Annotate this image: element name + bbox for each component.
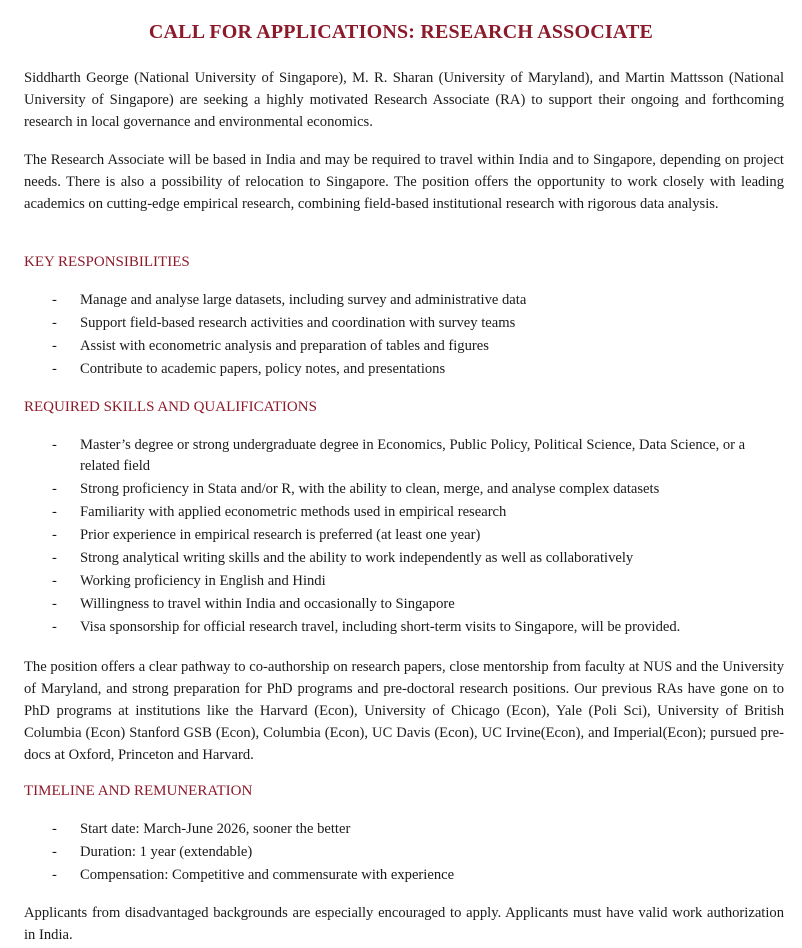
bullet-dash: - (52, 292, 57, 308)
skills-list (0, 435, 780, 640)
timeline-heading: TIMELINE AND REMUNERATION (24, 783, 253, 799)
bullet-dash: - (52, 504, 57, 520)
list-item: - Assist with econometric analysis and preparation of tables and figures (0, 336, 780, 357)
list-item: - Contribute to academic papers, policy notes, and presentations (0, 359, 780, 380)
list-item: - Manage and analyse large datasets, including survey and administrative data (0, 290, 780, 311)
list-item: - Compensation: Competitive and commensurate with experience (0, 865, 780, 886)
bullet-dash: - (52, 437, 57, 453)
list-item: - Familiarity with applied econometric methods used in empirical research (0, 502, 780, 523)
timeline-list (0, 819, 780, 888)
document-title: CALL FOR APPLICATIONS: RESEARCH ASSOCIATE (148, 21, 654, 43)
list-item: - Working proficiency in English and Hindi (0, 571, 780, 592)
list-item: - Visa sponsorship for official research travel, including short-term visits to Singapore, will be provided. (0, 617, 780, 638)
list-item: - Strong analytical writing skills and the ability to work independently as well as collaboratively (0, 548, 780, 569)
bullet-dash: - (52, 315, 57, 331)
bullet-dash: - (52, 619, 57, 635)
bullet-dash: - (52, 867, 57, 883)
bullet-dash: - (52, 338, 57, 354)
list-item: - Duration: 1 year (extendable) (0, 842, 780, 863)
bullet-dash: - (52, 573, 57, 589)
closing-paragraph: Applicants from disadvantaged backgrounds are especially encouraged to apply. Applicants must have valid work authorization in India. (24, 905, 784, 943)
bullet-dash: - (52, 361, 57, 377)
list-item: - Master’s degree or strong undergraduate degree in Economics, Public Policy, Political Science, Data Science, or a related field (52, 437, 746, 474)
list-item: - Willingness to travel within India and occasionally to Singapore (0, 594, 780, 615)
list-item: - Start date: March-June 2026, sooner the better (0, 819, 780, 840)
intro-paragraph: Siddharth George (National University of Singapore), M. R. Sharan (University of Maryland), and Martin Mattsson (National University of Singapore) are seeking a highly motivated Research Associate (RA) to support their ongoing and forthcoming research in local governance and environmental economics. (24, 70, 784, 130)
responsibilities-heading: KEY RESPONSIBILITIES (24, 254, 190, 270)
responsibilities-list (0, 290, 780, 382)
skills-heading: REQUIRED SKILLS AND QUALIFICATIONS (24, 399, 317, 415)
bullet-dash: - (52, 550, 57, 566)
bullet-dash: - (52, 821, 57, 837)
list-item: - Support field-based research activities and coordination with survey teams (0, 313, 780, 334)
bullet-dash: - (52, 481, 57, 497)
list-item: - Strong proficiency in Stata and/or R, with the ability to clean, merge, and analyse complex datasets (0, 479, 780, 500)
location-paragraph: The Research Associate will be based in India and may be required to travel within India and to Singapore, depending on project needs. There is also a possibility of relocation to Singapore. The position offers the opportunity to work closely with leading academics on cutting-edge empirical research, combining field-based institutional research with rigorous data analysis. (24, 152, 784, 212)
bullet-dash: - (52, 844, 57, 860)
bullet-dash: - (52, 527, 57, 543)
list-item: - Prior experience in empirical research is preferred (at least one year) (0, 525, 780, 546)
bullet-dash: - (52, 596, 57, 612)
pathway-paragraph: The position offers a clear pathway to co-authorship on research papers, close mentorship from faculty at NUS and the University of Maryland, and strong preparation for PhD programs and pre-doctoral research positions. Our previous RAs have gone on to PhD programs at institutions like the Harvard (Econ), University of Chicago (Econ), Yale (Poli Sci), University of British Columbia (Econ) Stanford GSB (Econ), Columbia (Econ), UC Davis (Econ), UC Irvine(Econ), and Imperial(Econ); pursued pre-docs at Oxford, Princeton and Harvard. (24, 659, 784, 763)
